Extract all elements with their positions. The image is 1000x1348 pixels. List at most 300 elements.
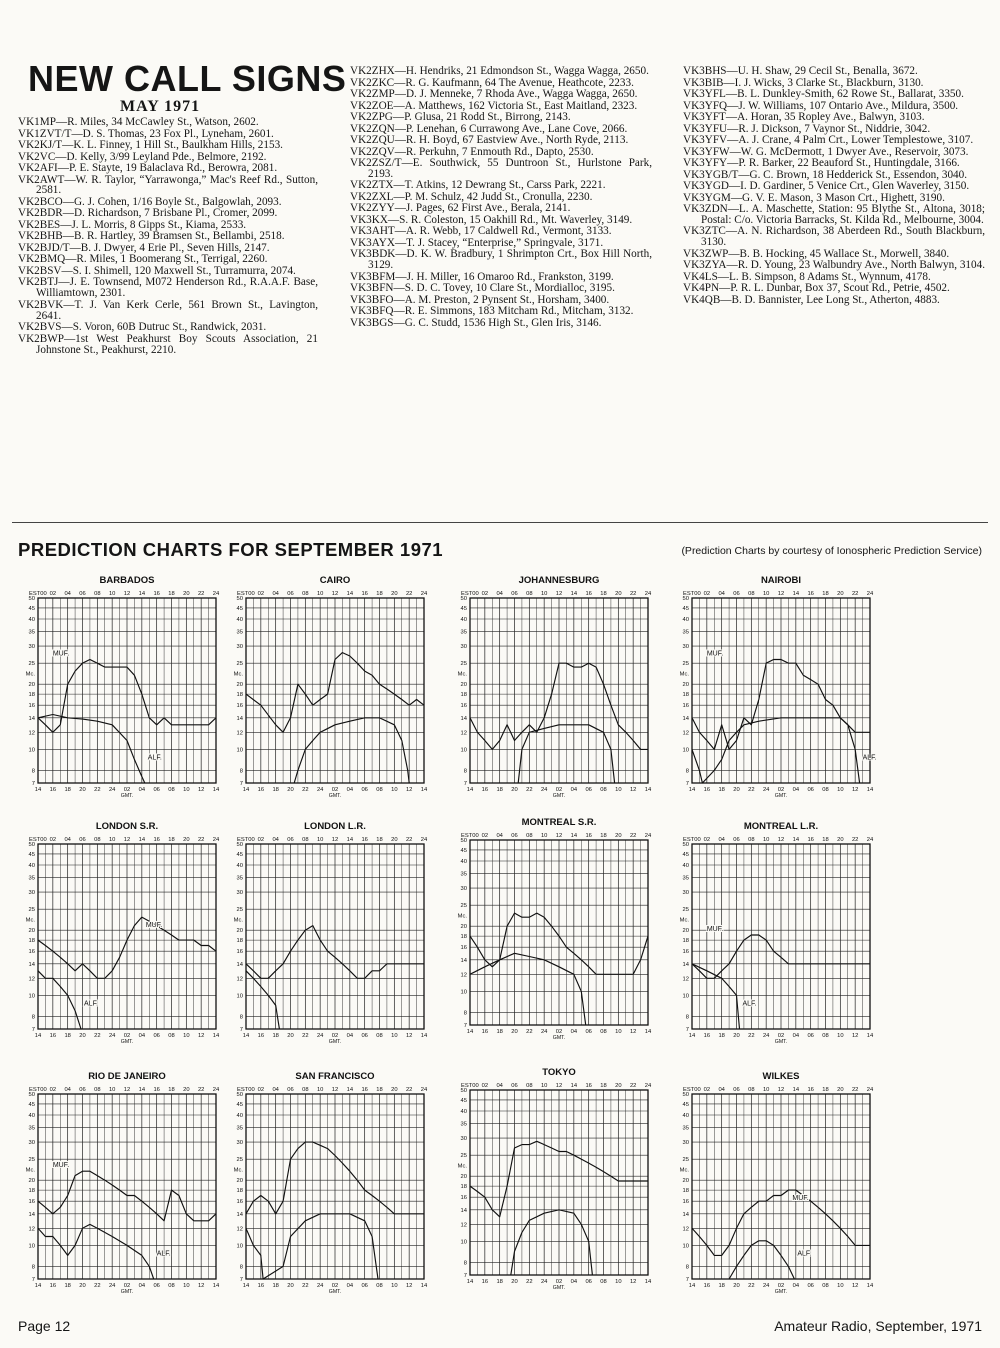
y-tick-label: 18 [236, 692, 243, 699]
est-tick-label: 20 [837, 1087, 844, 1093]
y-tick-label: 25 [460, 661, 467, 668]
y-tick-label: 14 [236, 1211, 243, 1218]
call-sign-entry: VK3BFO—A. M. Preston, 2 Pynsent St., Horsham, 3400. [350, 293, 610, 306]
y-tick-label: 12 [236, 1226, 243, 1233]
gmt-tick-label: 24 [108, 1033, 116, 1039]
est-tick-label: 24 [866, 591, 874, 597]
est-label: EST00 [683, 1087, 701, 1093]
gmt-tick-label: 14 [644, 1279, 652, 1285]
y-tick-label: 35 [682, 875, 689, 882]
alf-label: ALF. [742, 1000, 757, 1008]
call-sign-entry: VK2ZQV—R. Perkuhn, 7 Enmouth Rd., Dapto, 2530. [350, 145, 594, 158]
gmt-tick-label: 12 [851, 1283, 859, 1289]
y-tick-label: 10 [28, 747, 35, 754]
est-tick-label: 10 [108, 1087, 116, 1093]
est-tick-label: 02 [49, 1087, 57, 1093]
call-sign-entry: VK3BFN—S. D. C. Tovey, 10 Clare St., Mordialloc, 3195. [350, 282, 615, 295]
call-signs-column-1 [18, 117, 318, 356]
y-axis-unit: Mc. [679, 671, 689, 678]
est-tick-label: 14 [346, 1087, 354, 1093]
est-tick-label: 02 [703, 837, 711, 843]
gmt-tick-label: 04 [570, 1029, 578, 1035]
y-tick-label: 8 [239, 1014, 243, 1021]
alf-label: ALF. [156, 1250, 171, 1258]
est-tick-label: 18 [822, 837, 829, 843]
gmt-tick-label: 08 [376, 1033, 383, 1039]
muf-label: MUF. [792, 1195, 809, 1203]
y-tick-label: 10 [236, 747, 243, 754]
gmt-tick-label: 12 [629, 1279, 637, 1285]
muf-label: MUF. [52, 1162, 70, 1170]
gmt-tick-label: 24 [540, 1029, 548, 1035]
gmt-tick-label: 08 [376, 787, 383, 793]
gmt-tick-label: 02 [777, 787, 785, 793]
est-tick-label: 14 [570, 591, 578, 597]
y-tick-label: 35 [236, 875, 243, 882]
chart-title: MONTREAL L.R. [743, 821, 819, 832]
est-tick-label: 04 [64, 1087, 71, 1093]
call-sign-entry: VK2BJD/T—B. J. Dwyer, 4 Erie Pl., Seven Hills, 2147. [18, 241, 270, 254]
y-tick-label: 30 [682, 890, 689, 897]
alf-curve [38, 971, 81, 1029]
alf-curve [246, 1214, 378, 1279]
y-tick-label: 7 [463, 1273, 467, 1279]
y-tick-label: 45 [682, 851, 689, 858]
chart-title: TOKYO [542, 1067, 576, 1078]
y-tick-label: 40 [460, 1108, 467, 1115]
gmt-tick-label: 04 [138, 1283, 146, 1289]
y-tick-label: 10 [460, 1239, 467, 1246]
gmt-tick-label: 24 [762, 787, 770, 793]
est-tick-label: 16 [153, 1087, 160, 1093]
gmt-tick-label: 24 [108, 1283, 116, 1289]
y-tick-label: 35 [236, 1125, 243, 1132]
y-tick-label: 30 [460, 886, 467, 893]
y-tick-label: 12 [460, 1222, 467, 1229]
alf-curve [246, 971, 279, 1029]
est-tick-label: 16 [361, 591, 368, 597]
y-tick-label: 16 [28, 1199, 35, 1206]
gmt-tick-label: 22 [302, 1283, 309, 1289]
y-tick-label: 20 [460, 1174, 467, 1181]
y-tick-label: 40 [236, 862, 243, 869]
est-label: EST00 [237, 837, 255, 843]
est-tick-label: 06 [511, 833, 518, 839]
est-tick-label: 04 [496, 591, 503, 597]
prediction-charts-credit: (Prediction Charts by courtesy of Ionospheric Prediction Service) [681, 545, 982, 557]
chart-svg [672, 1066, 932, 1311]
est-tick-label: 16 [807, 837, 814, 843]
est-tick-label: 22 [197, 591, 205, 597]
y-tick-label: 8 [685, 1014, 689, 1021]
y-tick-label: 50 [460, 1088, 467, 1094]
est-tick-label: 14 [346, 837, 354, 843]
est-tick-label: 02 [703, 591, 711, 597]
chart-svg [226, 1066, 489, 1311]
gmt-tick-label: 18 [272, 787, 279, 793]
page-number: Page 12 [18, 1318, 71, 1334]
y-tick-label: 7 [685, 781, 689, 787]
gmt-tick-label: 02 [555, 1279, 563, 1285]
est-label: EST00 [237, 1087, 255, 1093]
alf-curve [294, 718, 409, 783]
gmt-tick-label: 08 [600, 787, 607, 793]
y-tick-label: 7 [31, 1027, 35, 1033]
est-tick-label: 16 [361, 837, 368, 843]
gmt-tick-label: 12 [629, 787, 637, 793]
gmt-tick-label: 04 [570, 1279, 578, 1285]
y-tick-label: 45 [28, 1101, 35, 1108]
y-tick-label: 45 [236, 605, 243, 612]
gmt-tick-label: 06 [585, 1029, 592, 1035]
alf-label: ALF. [862, 754, 877, 762]
gmt-tick-label: 10 [391, 787, 398, 793]
y-tick-label: 16 [28, 949, 35, 956]
y-tick-label: 40 [28, 1112, 35, 1119]
y-tick-label: 7 [239, 781, 243, 787]
y-tick-label: 18 [28, 1188, 35, 1195]
y-axis-unit: Mc. [25, 671, 35, 678]
gmt-tick-label: 04 [792, 787, 800, 793]
call-sign-entry: VK2BVS—S. Voron, 60B Dutruc St., Randwick, 2031. [18, 321, 267, 334]
est-tick-label: 04 [64, 837, 71, 843]
gmt-tick-label: 06 [361, 787, 368, 793]
y-tick-label: 40 [236, 616, 243, 623]
gmt-tick-label: 08 [376, 1283, 383, 1289]
gmt-tick-label: 16 [703, 787, 711, 793]
chart-svg [450, 570, 710, 815]
gmt-tick-label: 06 [361, 1283, 368, 1289]
call-sign-entry: VK3YFW—W. G. McDermott, 1 Dwyer Ave., Reservoir, 3073. [683, 145, 969, 158]
y-tick-label: 40 [460, 858, 467, 865]
gmt-tick-label: 14 [34, 787, 42, 793]
est-tick-label: 14 [792, 1087, 800, 1093]
y-tick-label: 16 [682, 703, 689, 710]
y-tick-label: 10 [460, 747, 467, 754]
prediction-chart [672, 816, 932, 1061]
gmt-tick-label: 22 [94, 787, 101, 793]
gmt-tick-label: 22 [526, 1029, 533, 1035]
alf-label: ALF. [147, 754, 162, 762]
y-axis-unit: Mc. [25, 917, 35, 924]
gmt-tick-label: 22 [748, 1283, 755, 1289]
est-tick-label: 20 [615, 591, 622, 597]
y-tick-label: 45 [28, 851, 35, 858]
gmt-tick-label: 18 [496, 1029, 503, 1035]
call-sign-entry: VK3ZDN—L. A. Maschette, Station: 95 Blythe St., Altona, 3018; Postal: C/o. Victoria Barracks, St. Kilda Rd., Melbourne, 3004. [683, 203, 985, 226]
call-sign-entry: VK2ZQN—P. Lenehan, 6 Currawong Ave., Lane Cove, 2066. [350, 122, 628, 135]
gmt-tick-label: 04 [346, 787, 354, 793]
call-sign-entry: VK2ZMP—D. J. Menneke, 7 Rhoda Ave., Wagga Wagga, 2650. [350, 88, 638, 100]
y-tick-label: 50 [682, 842, 689, 848]
gmt-tick-label: 04 [792, 1033, 800, 1039]
y-tick-label: 30 [236, 890, 243, 897]
gmt-tick-label: 14 [242, 1283, 250, 1289]
call-sign-entry: VK2BTJ—J. E. Townsend, M072 Henderson Rd., R.A.A.F. Base, Williamtown, 2301. [18, 276, 318, 300]
gmt-tick-label: 12 [405, 1283, 413, 1289]
y-tick-label: 35 [682, 629, 689, 636]
prediction-chart [450, 1062, 710, 1307]
est-tick-label: 18 [822, 591, 829, 597]
y-tick-label: 8 [463, 1010, 467, 1017]
est-tick-label: 08 [748, 1087, 755, 1093]
y-tick-label: 50 [28, 596, 35, 602]
gmt-tick-label: 24 [316, 1033, 324, 1039]
gmt-tick-label: 04 [792, 1283, 800, 1289]
y-tick-label: 35 [460, 629, 467, 636]
est-tick-label: 12 [123, 837, 131, 843]
prediction-chart [450, 812, 710, 1057]
y-axis-unit: Mc. [457, 1163, 467, 1170]
gmt-tick-label: 02 [555, 1029, 563, 1035]
est-tick-label: 24 [644, 591, 652, 597]
est-tick-label: 14 [792, 591, 800, 597]
gmt-tick-label: 16 [257, 1283, 265, 1289]
gmt-tick-label: 14 [688, 787, 696, 793]
y-tick-label: 25 [682, 661, 689, 668]
y-tick-label: 40 [682, 1112, 689, 1119]
gmt-tick-label: 06 [361, 1033, 368, 1039]
call-sign-entry: VK2ZHX—H. Hendriks, 21 Edmondson St., Wagga Wagga, 2650. [350, 65, 649, 77]
est-tick-label: 10 [316, 837, 324, 843]
gmt-tick-label: 20 [511, 787, 518, 793]
chart-title: MONTREAL S.R. [521, 817, 597, 828]
est-tick-label: 06 [287, 591, 294, 597]
gmt-tick-label: 14 [212, 1033, 220, 1039]
alf-label: ALF. [797, 1250, 812, 1258]
chart-svg [226, 816, 489, 1061]
y-tick-label: 8 [685, 768, 689, 775]
est-tick-label: 22 [629, 833, 637, 839]
est-tick-label: 12 [331, 1087, 339, 1093]
gmt-tick-label: 10 [615, 1029, 622, 1035]
est-tick-label: 20 [391, 591, 398, 597]
y-tick-label: 30 [236, 1140, 243, 1147]
gmt-tick-label: 14 [866, 1033, 874, 1039]
gmt-tick-label: 12 [851, 787, 859, 793]
est-tick-label: 10 [540, 591, 548, 597]
est-tick-label: 06 [511, 1083, 518, 1089]
y-tick-label: 30 [682, 644, 689, 651]
x-axis-label: GMT. [552, 1035, 566, 1041]
est-tick-label: 04 [64, 591, 71, 597]
gmt-tick-label: 20 [79, 1283, 86, 1289]
gmt-tick-label: 22 [94, 1033, 101, 1039]
chart-title: WILKES [762, 1071, 800, 1082]
est-tick-label: 02 [257, 837, 265, 843]
y-tick-label: 50 [236, 596, 243, 602]
est-tick-label: 08 [748, 837, 755, 843]
est-tick-label: 14 [570, 1083, 578, 1089]
est-tick-label: 08 [526, 833, 533, 839]
gmt-tick-label: 14 [466, 1279, 474, 1285]
x-axis-label: GMT. [120, 1039, 134, 1045]
chart-title: JOHANNESBURG [518, 575, 600, 586]
y-tick-label: 30 [682, 1140, 689, 1147]
y-tick-label: 7 [685, 1027, 689, 1033]
est-tick-label: 18 [168, 1087, 175, 1093]
gmt-tick-label: 18 [64, 1283, 71, 1289]
est-tick-label: 10 [540, 1083, 548, 1089]
y-tick-label: 45 [460, 1097, 467, 1104]
y-tick-label: 18 [460, 934, 467, 941]
x-axis-label: GMT. [552, 793, 566, 799]
muf-label: MUF. [145, 922, 163, 930]
y-tick-label: 16 [460, 945, 467, 952]
est-tick-label: 16 [585, 591, 592, 597]
gmt-tick-label: 10 [183, 787, 190, 793]
est-tick-label: 06 [79, 591, 86, 597]
gmt-tick-label: 12 [405, 787, 413, 793]
y-tick-label: 25 [28, 907, 35, 914]
prediction-chart [450, 570, 710, 815]
est-tick-label: 24 [420, 591, 428, 597]
est-tick-label: 22 [197, 837, 205, 843]
gmt-tick-label: 14 [644, 787, 652, 793]
gmt-tick-label: 12 [851, 1033, 859, 1039]
muf-label: MUF. [706, 926, 724, 934]
est-tick-label: 24 [866, 837, 874, 843]
gmt-tick-label: 04 [138, 1033, 146, 1039]
est-tick-label: 04 [718, 1087, 725, 1093]
y-tick-label: 40 [460, 616, 467, 623]
y-tick-label: 8 [31, 1264, 35, 1271]
gmt-tick-label: 18 [64, 1033, 71, 1039]
gmt-tick-label: 16 [703, 1283, 711, 1289]
call-sign-entry: VK4QB—B. D. Bannister, Lee Long St., Atherton, 4883. [683, 293, 940, 306]
y-tick-label: 7 [31, 1277, 35, 1283]
x-axis-label: GMT. [774, 1039, 788, 1045]
est-tick-label: 20 [391, 1087, 398, 1093]
y-tick-label: 8 [239, 1264, 243, 1271]
call-sign-entry: VK4PN—P. R. L. Dunbar, Box 37, Scout Rd., Petrie, 4502. [683, 282, 950, 295]
est-tick-label: 04 [718, 837, 725, 843]
y-tick-label: 18 [460, 692, 467, 699]
est-tick-label: 24 [212, 837, 220, 843]
call-sign-entry: VK3YFQ—J. W. Williams, 107 Ontario Ave., Mildura, 3500. [683, 99, 959, 112]
y-axis-unit: Mc. [233, 917, 243, 924]
y-tick-label: 8 [685, 1264, 689, 1271]
prediction-chart [672, 570, 932, 815]
chart-svg [450, 812, 710, 1057]
est-tick-label: 18 [168, 837, 175, 843]
est-tick-label: 08 [748, 591, 755, 597]
y-tick-label: 12 [28, 730, 35, 737]
gmt-tick-label: 06 [807, 1033, 814, 1039]
y-tick-label: 8 [31, 1014, 35, 1021]
y-tick-label: 8 [31, 768, 35, 775]
gmt-tick-label: 08 [822, 1283, 829, 1289]
est-label: EST00 [461, 833, 479, 839]
y-tick-label: 50 [460, 596, 467, 602]
est-tick-label: 10 [540, 833, 548, 839]
gmt-tick-label: 08 [822, 787, 829, 793]
gmt-tick-label: 24 [316, 1283, 324, 1289]
est-tick-label: 20 [391, 837, 398, 843]
est-tick-label: 12 [331, 837, 339, 843]
gmt-tick-label: 08 [168, 787, 175, 793]
gmt-tick-label: 14 [34, 1033, 42, 1039]
est-label: EST00 [683, 591, 701, 597]
est-tick-label: 18 [600, 591, 607, 597]
call-sign-entry: VK3ZYA—R. D. Young, 23 Walbundry Ave., North Balwyn, 3104. [683, 259, 985, 272]
y-axis-unit: Mc. [679, 917, 689, 924]
est-tick-label: 04 [718, 591, 725, 597]
gmt-tick-label: 22 [748, 1033, 755, 1039]
est-tick-label: 20 [837, 837, 844, 843]
est-label: EST00 [29, 1087, 47, 1093]
gmt-tick-label: 24 [540, 1279, 548, 1285]
call-sign-entry: VK2BHB—B. R. Hartley, 39 Bramsen St., Bellambi, 2518. [18, 230, 285, 243]
call-sign-entry: VK2BES—J. L. Morris, 8 Gipps St., Kiama, 2533. [18, 218, 247, 231]
gmt-tick-label: 06 [585, 787, 592, 793]
est-tick-label: 22 [851, 1087, 859, 1093]
y-tick-label: 8 [239, 768, 243, 775]
y-tick-label: 40 [28, 616, 35, 623]
call-sign-entry: VK3YFT—A. Horan, 35 Ropley Ave., Balwyn, 3103. [683, 111, 925, 123]
est-tick-label: 12 [555, 591, 563, 597]
y-tick-label: 18 [28, 938, 35, 945]
gmt-tick-label: 20 [287, 1033, 294, 1039]
gmt-tick-label: 20 [733, 1283, 740, 1289]
y-tick-label: 50 [28, 1092, 35, 1098]
gmt-tick-label: 12 [197, 1283, 205, 1289]
y-tick-label: 12 [460, 730, 467, 737]
est-tick-label: 14 [138, 591, 146, 597]
y-tick-label: 45 [28, 605, 35, 612]
est-tick-label: 04 [272, 1087, 279, 1093]
est-tick-label: 08 [302, 1087, 309, 1093]
call-sign-entry: VK2BWP—1st West Peakhurst Boy Scouts Association, 21 Johnstone St., Peakhurst, 2210. [18, 332, 318, 356]
y-tick-label: 25 [236, 907, 243, 914]
gmt-tick-label: 02 [777, 1283, 785, 1289]
gmt-tick-label: 16 [257, 787, 265, 793]
y-tick-label: 45 [460, 605, 467, 612]
est-tick-label: 22 [851, 837, 859, 843]
est-label: EST00 [29, 591, 47, 597]
x-axis-label: GMT. [552, 1285, 566, 1291]
y-tick-label: 10 [236, 993, 243, 1000]
gmt-tick-label: 16 [481, 787, 489, 793]
alf-curve [692, 718, 860, 783]
y-tick-label: 30 [236, 644, 243, 651]
est-tick-label: 02 [703, 1087, 711, 1093]
gmt-tick-label: 16 [49, 1033, 57, 1039]
gmt-tick-label: 14 [466, 787, 474, 793]
gmt-tick-label: 20 [733, 1033, 740, 1039]
est-tick-label: 12 [777, 591, 785, 597]
y-tick-label: 50 [682, 1092, 689, 1098]
y-tick-label: 25 [236, 1157, 243, 1164]
est-tick-label: 20 [183, 591, 190, 597]
call-sign-entry: VK3ZTC—A. N. Richardson, 38 Aberdeen Rd., South Blackburn, 3130. [683, 225, 985, 249]
y-axis-unit: Mc. [457, 913, 467, 920]
y-tick-label: 35 [28, 629, 35, 636]
call-sign-entry: VK4LS—L. B. Simpson, 8 Adams St., Wynnum, 4178. [683, 270, 931, 283]
est-label: EST00 [461, 1083, 479, 1089]
gmt-tick-label: 10 [391, 1283, 398, 1289]
y-tick-label: 20 [682, 1178, 689, 1185]
gmt-tick-label: 14 [866, 1283, 874, 1289]
y-tick-label: 35 [236, 629, 243, 636]
y-tick-label: 50 [682, 596, 689, 602]
gmt-tick-label: 22 [302, 1033, 309, 1039]
call-sign-entry: VK3AHT—A. R. Webb, 17 Caldwell Rd., Vermont, 3133. [350, 225, 612, 238]
y-tick-label: 20 [28, 1178, 35, 1185]
gmt-tick-label: 06 [585, 1279, 592, 1285]
gmt-tick-label: 12 [629, 1029, 637, 1035]
gmt-tick-label: 14 [212, 1283, 220, 1289]
